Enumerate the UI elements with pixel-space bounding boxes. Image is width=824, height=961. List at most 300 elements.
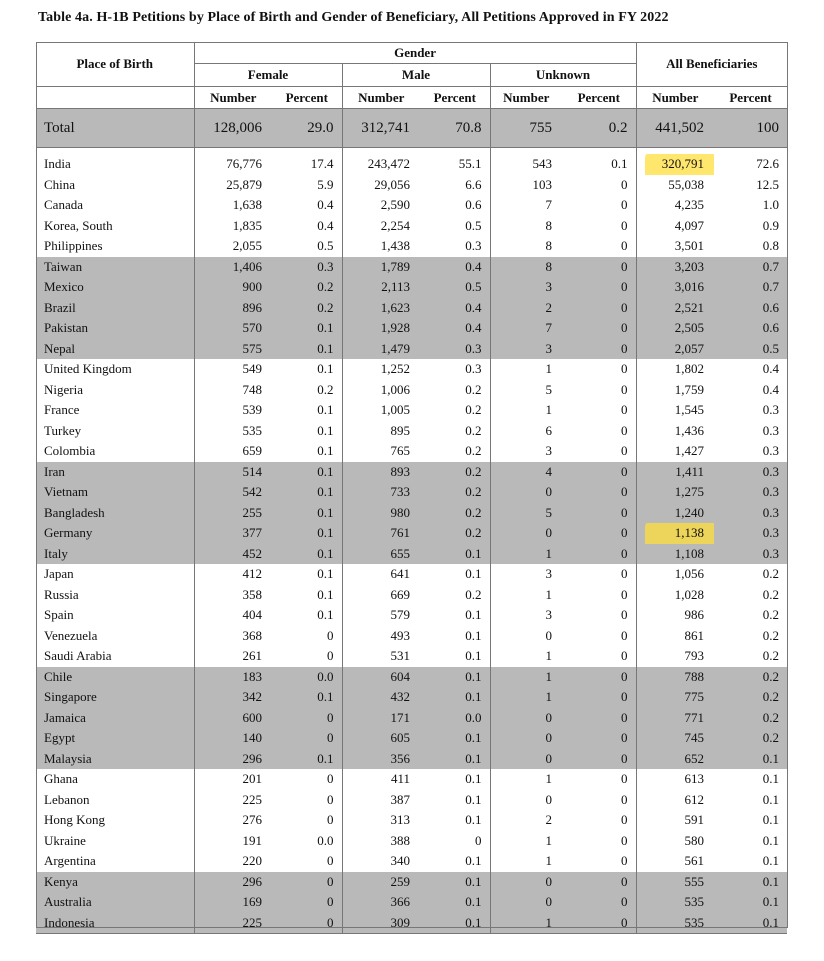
cell-female-percent: 0.1 xyxy=(317,443,334,459)
cell-female-percent: 0 xyxy=(272,708,342,729)
table-row xyxy=(36,503,787,524)
cell-all-percent: 0.3 xyxy=(714,482,787,503)
cell-all-number: 3,016 xyxy=(636,277,714,298)
cell-unknown-number: 7 xyxy=(490,195,562,216)
cell-male-number: 411 xyxy=(342,769,420,790)
place-name-cell: Germany xyxy=(36,523,194,544)
cell-unknown-number: 103 xyxy=(490,175,562,196)
table-row xyxy=(36,482,787,503)
table-row xyxy=(36,913,787,934)
total-male-percent: 70.8 xyxy=(420,109,490,148)
table-row xyxy=(36,400,787,421)
cell-all-percent: 0.7 xyxy=(714,277,787,298)
cell-unknown-number: 1 xyxy=(490,646,562,667)
table-row xyxy=(36,298,787,319)
cell-unknown-number: 0 xyxy=(490,790,562,811)
cell-all-number: 561 xyxy=(636,851,714,872)
place-name-cell: Egypt xyxy=(36,728,194,749)
cell-unknown-percent: 0 xyxy=(562,872,636,893)
header-place-of-birth: Place of Birth xyxy=(76,56,154,71)
total-female-number: 128,006 xyxy=(194,109,272,148)
cell-unknown-number: 0 xyxy=(490,749,562,770)
cell-all-percent: 0.4 xyxy=(762,361,780,377)
cell-female-percent: 0.1 xyxy=(317,361,334,377)
cell-unknown-number: 1 xyxy=(490,851,562,872)
cell-female-percent: 0.1 xyxy=(272,482,342,503)
table-row xyxy=(36,872,787,893)
place-name-cell: United Kingdom xyxy=(44,361,132,377)
place-name-cell: Saudi Arabia xyxy=(44,648,112,664)
total-all-percent: 100 xyxy=(714,109,787,148)
total-female-percent: 29.0 xyxy=(272,109,342,148)
cell-female-percent: 0 xyxy=(327,771,334,787)
cell-male-number: 641 xyxy=(342,564,420,585)
table-row xyxy=(36,544,787,565)
cell-all-percent: 0.2 xyxy=(714,667,787,688)
cell-unknown-percent: 0 xyxy=(621,832,628,848)
cell-unknown-percent: 0 xyxy=(621,217,628,233)
cell-all-number: 1,802 xyxy=(636,359,714,380)
cell-unknown-percent: 0 xyxy=(562,523,636,544)
place-name-cell: Malaysia xyxy=(36,749,194,770)
cell-all-number: 652 xyxy=(636,749,714,770)
cell-all-number: 612 xyxy=(636,790,714,811)
table-row xyxy=(36,810,787,831)
cell-female-percent: 17.4 xyxy=(310,156,334,172)
cell-all-number: 775 xyxy=(636,687,714,708)
cell-unknown-percent: 0 xyxy=(562,728,636,749)
cell-all-number: 1,411 xyxy=(636,462,714,483)
cell-all-number: 771 xyxy=(636,708,714,729)
cell-female-percent: 0.0 xyxy=(317,832,334,848)
place-name-cell: Iran xyxy=(36,462,194,483)
cell-unknown-number: 0 xyxy=(490,708,562,729)
cell-male-number: 493 xyxy=(342,626,420,647)
cell-male-percent: 0.1 xyxy=(465,627,482,643)
cell-female-percent: 0 xyxy=(327,791,334,807)
cell-unknown-percent: 0 xyxy=(621,648,628,664)
cell-unknown-number: 3 xyxy=(490,441,562,462)
cell-female-number: 900 xyxy=(194,277,272,298)
cell-unknown-percent: 0 xyxy=(562,503,636,524)
place-name-cell: Ghana xyxy=(44,771,78,787)
place-name-cell: Jamaica xyxy=(36,708,194,729)
cell-unknown-number: 1 xyxy=(490,359,562,380)
cell-unknown-percent: 0 xyxy=(621,422,628,438)
total-row xyxy=(36,109,787,148)
table-row xyxy=(36,257,787,278)
cell-male-number: 366 xyxy=(342,892,420,913)
cell-all-percent: 0.1 xyxy=(762,791,780,807)
cell-unknown-percent: 0 xyxy=(621,238,628,254)
place-name-cell: Nigeria xyxy=(44,381,83,397)
place-name-cell: Philippines xyxy=(44,238,103,254)
cell-all-number: 535 xyxy=(636,913,714,934)
cell-all-number: 1,108 xyxy=(636,544,714,565)
h1b-table xyxy=(36,42,787,934)
cell-female-number: 183 xyxy=(194,667,272,688)
cell-all-percent: 0.1 xyxy=(714,892,787,913)
cell-all-number: 2,521 xyxy=(636,298,714,319)
cell-all-number: 1,759 xyxy=(636,380,714,401)
cell-female-number: 404 xyxy=(194,605,272,626)
cell-unknown-percent: 0 xyxy=(562,339,636,360)
cell-all-percent: 0.2 xyxy=(762,586,780,602)
cell-all-percent: 0.6 xyxy=(714,318,787,339)
cell-female-number: 412 xyxy=(194,564,272,585)
table-row xyxy=(36,646,787,667)
cell-unknown-number: 1 xyxy=(490,585,562,606)
cell-female-percent: 0 xyxy=(327,648,334,664)
cell-male-percent: 0.1 xyxy=(465,791,482,807)
cell-male-percent: 0.1 xyxy=(465,812,482,828)
cell-female-percent: 0.1 xyxy=(317,586,334,602)
place-name-cell: Chile xyxy=(36,667,194,688)
total-unknown-number: 755 xyxy=(490,109,562,148)
cell-female-percent: 0.2 xyxy=(272,298,342,319)
table-row xyxy=(36,564,787,585)
place-name-cell: Argentina xyxy=(44,853,96,869)
cell-female-number: 1,835 xyxy=(194,216,272,237)
cell-female-number: 225 xyxy=(194,790,272,811)
cell-male-number: 2,590 xyxy=(342,195,420,216)
cell-all-percent: 0.5 xyxy=(714,339,787,360)
cell-female-percent: 0.1 xyxy=(272,339,342,360)
cell-unknown-percent: 0 xyxy=(621,607,628,623)
cell-all-number: 2,057 xyxy=(636,339,714,360)
table-row xyxy=(36,154,787,175)
place-name-cell: Canada xyxy=(44,197,83,213)
cell-male-percent: 0.1 xyxy=(465,648,482,664)
cell-female-percent: 0 xyxy=(272,728,342,749)
cell-all-percent: 0.7 xyxy=(714,257,787,278)
cell-all-number: 2,505 xyxy=(636,318,714,339)
cell-male-number: 1,789 xyxy=(342,257,420,278)
cell-all-number: 986 xyxy=(636,605,714,626)
cell-unknown-percent: 0 xyxy=(562,913,636,934)
cell-all-percent: 0.2 xyxy=(762,566,780,582)
cell-female-percent: 0.2 xyxy=(317,381,334,397)
cell-female-percent: 5.9 xyxy=(317,176,334,192)
cell-female-number: 255 xyxy=(194,503,272,524)
cell-male-number: 243,472 xyxy=(342,154,420,175)
cell-all-number: 788 xyxy=(636,667,714,688)
cell-male-number: 669 xyxy=(342,585,420,606)
cell-female-number: 896 xyxy=(194,298,272,319)
cell-unknown-percent: 0 xyxy=(562,667,636,688)
cell-male-percent: 0.1 xyxy=(465,771,482,787)
cell-female-number: 368 xyxy=(194,626,272,647)
cell-all-number: 1,028 xyxy=(636,585,714,606)
cell-all-percent: 0.2 xyxy=(714,728,787,749)
cell-male-number: 893 xyxy=(342,462,420,483)
cell-all-percent: 0.3 xyxy=(714,523,787,544)
total-all-number: 441,502 xyxy=(636,109,714,148)
place-name-cell: Colombia xyxy=(44,443,96,459)
cell-all-percent: 0.3 xyxy=(762,443,780,459)
cell-male-percent: 0.6 xyxy=(465,197,482,213)
table-row xyxy=(36,626,787,647)
cell-female-number: 25,879 xyxy=(194,175,272,196)
table-row xyxy=(36,339,787,360)
cell-male-percent: 0.1 xyxy=(420,749,490,770)
cell-female-percent: 0.4 xyxy=(317,197,334,213)
header-male: Male xyxy=(342,64,490,87)
cell-unknown-percent: 0 xyxy=(621,361,628,377)
place-name-cell: Japan xyxy=(44,566,74,582)
cell-female-percent: 0 xyxy=(272,892,342,913)
cell-all-number: 3,203 xyxy=(636,257,714,278)
header-unknown: Unknown xyxy=(490,64,636,87)
cell-female-percent: 0.1 xyxy=(317,566,334,582)
cell-male-percent: 0.2 xyxy=(420,523,490,544)
cell-female-number: 1,638 xyxy=(194,195,272,216)
place-name-cell: Vietnam xyxy=(36,482,194,503)
cell-unknown-number: 8 xyxy=(490,216,562,237)
cell-unknown-percent: 0.1 xyxy=(611,156,628,172)
cell-unknown-number: 8 xyxy=(490,257,562,278)
table-row xyxy=(36,769,787,790)
cell-male-number: 340 xyxy=(342,851,420,872)
table-row xyxy=(36,708,787,729)
header-male-percent: Percent xyxy=(420,87,490,109)
cell-male-number: 655 xyxy=(342,544,420,565)
cell-all-percent: 0.9 xyxy=(762,217,780,233)
cell-female-number: 342 xyxy=(194,687,272,708)
cell-female-number: 600 xyxy=(194,708,272,729)
cell-male-percent: 0.1 xyxy=(465,566,482,582)
place-name-cell: Ukraine xyxy=(44,832,86,848)
cell-unknown-percent: 0 xyxy=(562,277,636,298)
cell-unknown-number: 8 xyxy=(490,236,562,257)
cell-male-number: 761 xyxy=(342,523,420,544)
place-name-cell: India xyxy=(44,156,71,172)
total-male-number: 312,741 xyxy=(342,109,420,148)
cell-unknown-number: 1 xyxy=(490,831,562,852)
table-row xyxy=(36,421,787,442)
cell-all-percent: 0.2 xyxy=(714,708,787,729)
cell-male-number: 1,005 xyxy=(342,400,420,421)
cell-all-percent: 0.8 xyxy=(762,238,780,254)
cell-unknown-percent: 0 xyxy=(621,812,628,828)
cell-female-percent: 0 xyxy=(272,872,342,893)
cell-unknown-number: 1 xyxy=(490,544,562,565)
cell-unknown-number: 1 xyxy=(490,687,562,708)
highlighted-value: 320,791 xyxy=(661,156,705,172)
table-row xyxy=(36,749,787,770)
cell-female-number: 539 xyxy=(194,400,272,421)
table-title: Table 4a. H-1B Petitions by Place of Birth and Gender of Beneficiary, All Petitions Approved in FY 2022 xyxy=(38,10,669,25)
cell-female-number: 358 xyxy=(194,585,272,606)
place-name-cell: Lebanon xyxy=(44,791,90,807)
cell-male-number: 356 xyxy=(342,749,420,770)
cell-unknown-percent: 0 xyxy=(621,443,628,459)
cell-female-number: 535 xyxy=(194,421,272,442)
cell-female-number: 570 xyxy=(194,318,272,339)
cell-all-percent: 72.6 xyxy=(756,156,780,172)
cell-female-percent: 0 xyxy=(272,913,342,934)
cell-male-number: 531 xyxy=(342,646,420,667)
cell-all-percent: 12.5 xyxy=(756,176,780,192)
cell-female-percent: 0.1 xyxy=(317,402,334,418)
cell-unknown-percent: 0 xyxy=(562,318,636,339)
cell-all-percent: 0.1 xyxy=(714,872,787,893)
cell-male-number: 432 xyxy=(342,687,420,708)
cell-male-percent: 0.1 xyxy=(420,687,490,708)
place-name-cell: Russia xyxy=(44,586,79,602)
cell-female-number: 191 xyxy=(194,831,272,852)
cell-female-number: 76,776 xyxy=(194,154,272,175)
cell-female-number: 296 xyxy=(194,872,272,893)
cell-unknown-number: 0 xyxy=(490,892,562,913)
cell-male-percent: 0.2 xyxy=(465,422,482,438)
cell-female-percent: 0.2 xyxy=(272,277,342,298)
cell-male-percent: 0.0 xyxy=(420,708,490,729)
cell-female-percent: 0.1 xyxy=(272,687,342,708)
cell-male-number: 895 xyxy=(342,421,420,442)
cell-male-number: 259 xyxy=(342,872,420,893)
cell-unknown-percent: 0 xyxy=(562,892,636,913)
cell-male-percent: 0 xyxy=(475,832,482,848)
cell-all-number: 580 xyxy=(636,831,714,852)
cell-female-number: 169 xyxy=(194,892,272,913)
cell-male-percent: 0.1 xyxy=(420,544,490,565)
header-male-number: Number xyxy=(342,87,420,109)
cell-male-number: 309 xyxy=(342,913,420,934)
cell-male-number: 388 xyxy=(342,831,420,852)
cell-unknown-number: 1 xyxy=(490,769,562,790)
cell-unknown-number: 6 xyxy=(490,421,562,442)
cell-male-percent: 0.3 xyxy=(465,238,482,254)
cell-unknown-number: 0 xyxy=(490,482,562,503)
cell-all-percent: 1.0 xyxy=(762,197,780,213)
cell-female-percent: 0.1 xyxy=(272,462,342,483)
header-all-beneficiaries: All Beneficiaries xyxy=(636,42,787,87)
place-name-cell: Italy xyxy=(36,544,194,565)
cell-unknown-percent: 0 xyxy=(621,197,628,213)
cell-male-percent: 0.1 xyxy=(420,667,490,688)
cell-male-number: 2,113 xyxy=(342,277,420,298)
table-row xyxy=(36,892,787,913)
cell-unknown-percent: 0 xyxy=(621,402,628,418)
cell-male-percent: 0.1 xyxy=(420,913,490,934)
cell-female-percent: 0 xyxy=(327,627,334,643)
cell-male-percent: 0.2 xyxy=(420,503,490,524)
cell-unknown-percent: 0 xyxy=(621,566,628,582)
cell-female-percent: 0.5 xyxy=(317,238,334,254)
cell-male-number: 733 xyxy=(342,482,420,503)
cell-all-percent: 0.1 xyxy=(714,749,787,770)
cell-female-percent: 0.1 xyxy=(272,544,342,565)
cell-female-percent: 0.4 xyxy=(317,217,334,233)
cell-unknown-number: 1 xyxy=(490,400,562,421)
cell-male-percent: 0.2 xyxy=(465,443,482,459)
cell-male-number: 605 xyxy=(342,728,420,749)
table-row xyxy=(36,277,787,298)
cell-female-percent: 0.3 xyxy=(272,257,342,278)
table-row xyxy=(36,318,787,339)
cell-unknown-percent: 0 xyxy=(621,176,628,192)
cell-male-number: 1,252 xyxy=(342,359,420,380)
cell-all-number xyxy=(636,523,714,544)
cell-all-percent: 0.1 xyxy=(714,913,787,934)
place-name-cell: Singapore xyxy=(36,687,194,708)
cell-unknown-percent: 0 xyxy=(621,853,628,869)
cell-all-percent: 0.1 xyxy=(762,853,780,869)
highlighted-value: 1,138 xyxy=(674,525,705,541)
table-row xyxy=(36,585,787,606)
cell-male-percent: 0.1 xyxy=(420,892,490,913)
cell-all-percent: 0.6 xyxy=(714,298,787,319)
place-name-cell: Hong Kong xyxy=(44,812,106,828)
place-name-cell: Kenya xyxy=(36,872,194,893)
cell-all-number xyxy=(636,154,714,175)
cell-female-number: 1,406 xyxy=(194,257,272,278)
cell-female-number: 452 xyxy=(194,544,272,565)
cell-unknown-number: 0 xyxy=(490,872,562,893)
place-name-cell: Bangladesh xyxy=(36,503,194,524)
header-all-number: Number xyxy=(636,87,714,109)
place-name-cell: Nepal xyxy=(36,339,194,360)
place-name-cell: Korea, South xyxy=(44,217,113,233)
place-name-cell: France xyxy=(44,402,80,418)
table-row xyxy=(36,790,787,811)
cell-female-number: 748 xyxy=(194,380,272,401)
cell-male-number: 765 xyxy=(342,441,420,462)
cell-female-percent: 0.1 xyxy=(272,503,342,524)
table-row xyxy=(36,687,787,708)
cell-all-number: 1,275 xyxy=(636,482,714,503)
cell-male-percent: 0.3 xyxy=(465,361,482,377)
table-row xyxy=(36,462,787,483)
cell-unknown-number: 0 xyxy=(490,523,562,544)
cell-unknown-number: 5 xyxy=(490,503,562,524)
cell-unknown-percent: 0 xyxy=(562,298,636,319)
cell-unknown-percent: 0 xyxy=(621,791,628,807)
cell-female-number: 514 xyxy=(194,462,272,483)
cell-female-number: 220 xyxy=(194,851,272,872)
place-name-cell: Indonesia xyxy=(36,913,194,934)
cell-unknown-number: 4 xyxy=(490,462,562,483)
cell-female-number: 140 xyxy=(194,728,272,749)
header-unknown-number: Number xyxy=(490,87,562,109)
cell-male-percent: 0.2 xyxy=(465,402,482,418)
cell-all-number: 1,056 xyxy=(636,564,714,585)
table-row xyxy=(36,831,787,852)
cell-female-number: 276 xyxy=(194,810,272,831)
cell-unknown-percent: 0 xyxy=(621,586,628,602)
cell-male-percent: 0.4 xyxy=(420,298,490,319)
cell-unknown-number: 543 xyxy=(490,154,562,175)
cell-unknown-percent: 0 xyxy=(562,462,636,483)
table-row xyxy=(36,236,787,257)
cell-male-percent: 0.1 xyxy=(465,853,482,869)
cell-all-number: 4,097 xyxy=(636,216,714,237)
table-row xyxy=(36,605,787,626)
cell-male-number: 2,254 xyxy=(342,216,420,237)
cell-all-percent: 0.1 xyxy=(762,832,780,848)
place-name-cell: Australia xyxy=(36,892,194,913)
cell-unknown-percent: 0 xyxy=(562,482,636,503)
cell-male-number: 1,623 xyxy=(342,298,420,319)
cell-unknown-percent: 0 xyxy=(621,771,628,787)
cell-male-number: 1,928 xyxy=(342,318,420,339)
total-label: Total xyxy=(36,109,194,148)
cell-all-number: 555 xyxy=(636,872,714,893)
cell-unknown-number: 1 xyxy=(490,667,562,688)
cell-female-number: 2,055 xyxy=(194,236,272,257)
cell-male-percent: 55.1 xyxy=(458,156,482,172)
